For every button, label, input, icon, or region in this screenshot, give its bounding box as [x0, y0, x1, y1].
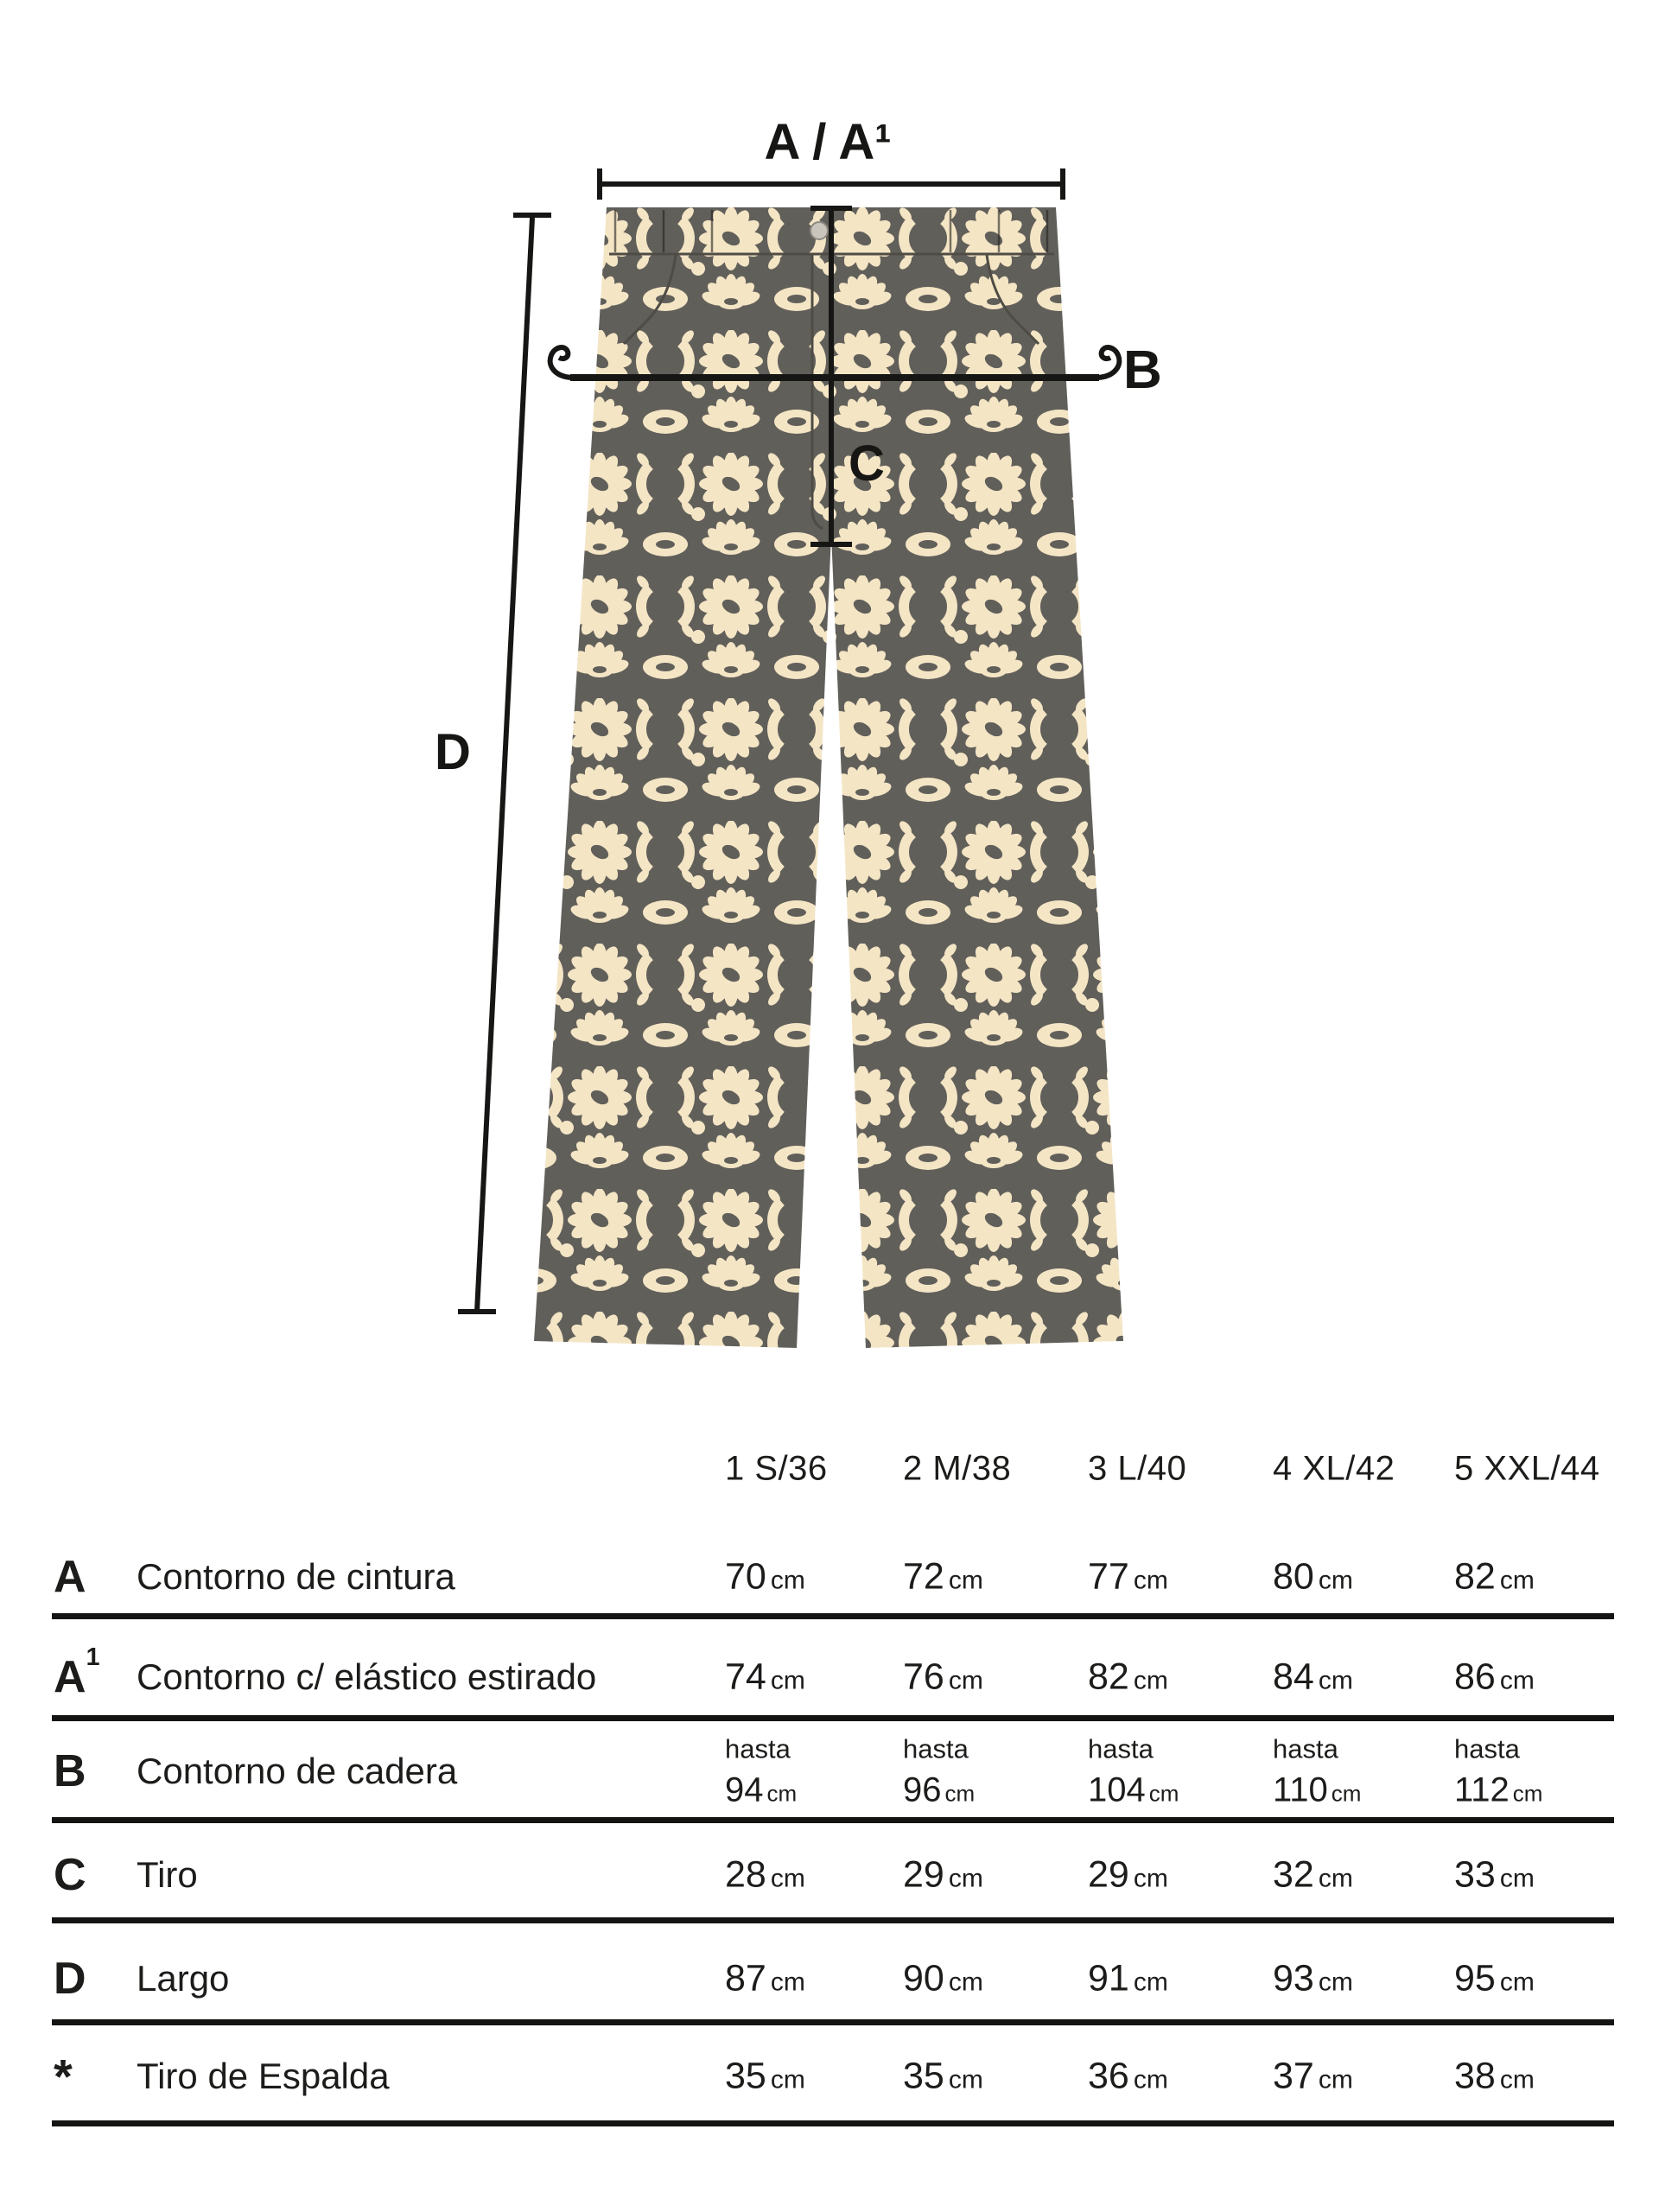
row-key: C	[54, 1850, 86, 1900]
size-cell	[1273, 1556, 1353, 1599]
cell-value: 29	[1088, 1853, 1129, 1896]
row-label: Tiro	[137, 1854, 198, 1895]
column-header: 3 L/40	[1088, 1449, 1187, 1488]
cell-value: 76	[903, 1656, 944, 1698]
label-b: B	[1123, 340, 1162, 400]
cell-value: 38	[1454, 2055, 1496, 2097]
size-cell	[1088, 1854, 1168, 1897]
cell-value: 110	[1273, 1770, 1328, 1809]
cell-unit: cm	[948, 2065, 983, 2094]
cell-value: 29	[903, 1853, 944, 1896]
row-key: $A^1$	[54, 1643, 100, 1702]
size-cell	[725, 1733, 798, 1809]
size-cell	[1273, 1958, 1353, 2000]
size-cell	[1088, 1656, 1168, 1699]
size-cell	[1454, 1958, 1535, 2000]
cell-unit: cm	[1148, 1780, 1179, 1807]
cell-unit: cm	[1133, 1566, 1168, 1595]
measure-d	[458, 215, 551, 1312]
cell-value: 95	[1454, 1957, 1496, 1999]
cell-unit: cm	[1499, 1967, 1535, 1997]
cell-value: 94	[725, 1770, 764, 1809]
size-cell	[1273, 1733, 1362, 1809]
cell-unit: cm	[770, 1666, 805, 1695]
cell-unit: cm	[1133, 1967, 1168, 1997]
column-header: 1 S/36	[725, 1449, 828, 1488]
size-cell	[903, 1958, 983, 2000]
size-cell	[903, 1556, 983, 1599]
cell-unit: cm	[770, 1566, 805, 1595]
cell-unit: cm	[1512, 1780, 1543, 1807]
size-cell	[725, 2056, 805, 2098]
cell-unit: cm	[770, 2065, 805, 2094]
row-key: *	[54, 2049, 73, 2104]
size-cell	[725, 1958, 805, 2000]
table-rule	[52, 1613, 1614, 1619]
cell-value: 80	[1273, 1555, 1314, 1598]
size-cell	[1454, 1854, 1535, 1897]
row-label: Contorno de cadera	[137, 1751, 458, 1791]
cell-unit: cm	[1318, 1864, 1353, 1893]
cell-unit: cm	[766, 1780, 798, 1807]
cell-unit: cm	[948, 1666, 983, 1695]
size-cell	[725, 1656, 805, 1699]
cell-prefix: hasta	[903, 1733, 969, 1764]
label-d: D	[435, 724, 471, 780]
size-cell	[1088, 2056, 1168, 2098]
cell-value: 36	[1088, 2055, 1129, 2097]
table-rule	[52, 2120, 1614, 2126]
cell-value: 35	[903, 2055, 944, 2097]
column-header: 2 M/38	[903, 1449, 1012, 1488]
table-rule	[52, 2019, 1614, 2025]
cell-value: 28	[725, 1853, 766, 1896]
cell-value: 82	[1088, 1656, 1129, 1698]
cell-value: 82	[1454, 1555, 1496, 1598]
cell-unit: cm	[948, 1864, 983, 1893]
column-header: 4 XL/42	[1273, 1449, 1395, 1488]
cell-value: 72	[903, 1555, 944, 1598]
column-header: 5 XXL/44	[1454, 1449, 1600, 1488]
size-cell	[1454, 1556, 1535, 1599]
cell-unit: cm	[1499, 1864, 1535, 1893]
cell-value: 35	[725, 2055, 766, 2097]
size-cell	[1454, 1656, 1535, 1699]
size-cell	[903, 1656, 983, 1699]
label-c: C	[849, 435, 885, 492]
cell-value: 90	[903, 1957, 944, 1999]
cell-unit: cm	[1318, 1967, 1353, 1997]
cell-unit: cm	[770, 1967, 805, 1997]
cell-value: 37	[1273, 2055, 1314, 2097]
cell-value: 96	[903, 1770, 942, 1809]
cell-prefix: hasta	[1454, 1733, 1520, 1764]
cell-value: 104	[1088, 1770, 1146, 1809]
size-cell	[1454, 2056, 1535, 2098]
cell-value: 86	[1454, 1656, 1496, 1698]
cell-value: 84	[1273, 1656, 1314, 1698]
cell-value: 33	[1454, 1853, 1496, 1896]
size-cell	[725, 1854, 805, 1897]
row-key: B	[54, 1746, 86, 1796]
cell-value: 93	[1273, 1957, 1314, 1999]
waist-button	[810, 222, 828, 239]
cell-value: 70	[725, 1555, 766, 1598]
cell-unit: cm	[1318, 2065, 1353, 2094]
cell-unit: cm	[1499, 1666, 1535, 1695]
table-rule	[52, 1715, 1614, 1721]
cell-value: 32	[1273, 1853, 1314, 1896]
size-cell	[903, 1733, 976, 1809]
cell-unit: cm	[1499, 2065, 1535, 2094]
cell-value: 91	[1088, 1957, 1129, 1999]
size-cell	[903, 2056, 983, 2098]
cell-unit: cm	[1133, 1864, 1168, 1893]
cell-unit: cm	[1331, 1780, 1362, 1807]
size-cell	[1273, 1854, 1353, 1897]
cell-prefix: hasta	[1088, 1733, 1154, 1764]
cell-value: 74	[725, 1656, 766, 1698]
row-key-superscript: 1	[86, 1643, 100, 1671]
size-cell	[1454, 1733, 1543, 1809]
size-cell	[1088, 1733, 1179, 1809]
cell-unit: cm	[770, 1864, 805, 1893]
size-cell	[1088, 1958, 1168, 2000]
row-key: A	[54, 1552, 86, 1602]
cell-prefix: hasta	[725, 1733, 791, 1764]
cell-unit: cm	[944, 1780, 976, 1807]
size-cell	[903, 1854, 983, 1897]
table-rule	[52, 1917, 1614, 1923]
cell-unit: cm	[1499, 1566, 1535, 1595]
row-key: D	[54, 1954, 86, 2004]
label-a: A / A¹	[764, 114, 892, 170]
row-label: Tiro de Espalda	[137, 2056, 390, 2096]
cell-unit: cm	[1133, 2065, 1168, 2094]
size-cell	[725, 1556, 805, 1599]
size-cell	[1273, 1656, 1353, 1699]
measure-a	[600, 168, 1063, 200]
size-cell	[1088, 1556, 1168, 1599]
cell-unit: cm	[1318, 1666, 1353, 1695]
size-cell	[1273, 2056, 1353, 2098]
row-label: Contorno de cintura	[137, 1556, 455, 1597]
cell-prefix: hasta	[1273, 1733, 1338, 1764]
row-label: Contorno c/ elástico estirado	[137, 1656, 597, 1697]
cell-unit: cm	[948, 1566, 983, 1595]
table-rule	[52, 1817, 1614, 1823]
cell-unit: cm	[948, 1967, 983, 1997]
cell-unit: cm	[1318, 1566, 1353, 1595]
cell-value: 87	[725, 1957, 766, 1999]
cell-unit: cm	[1133, 1666, 1168, 1695]
cell-value: 112	[1454, 1770, 1510, 1809]
cell-value: 77	[1088, 1555, 1129, 1598]
row-label: Largo	[137, 1958, 230, 1999]
